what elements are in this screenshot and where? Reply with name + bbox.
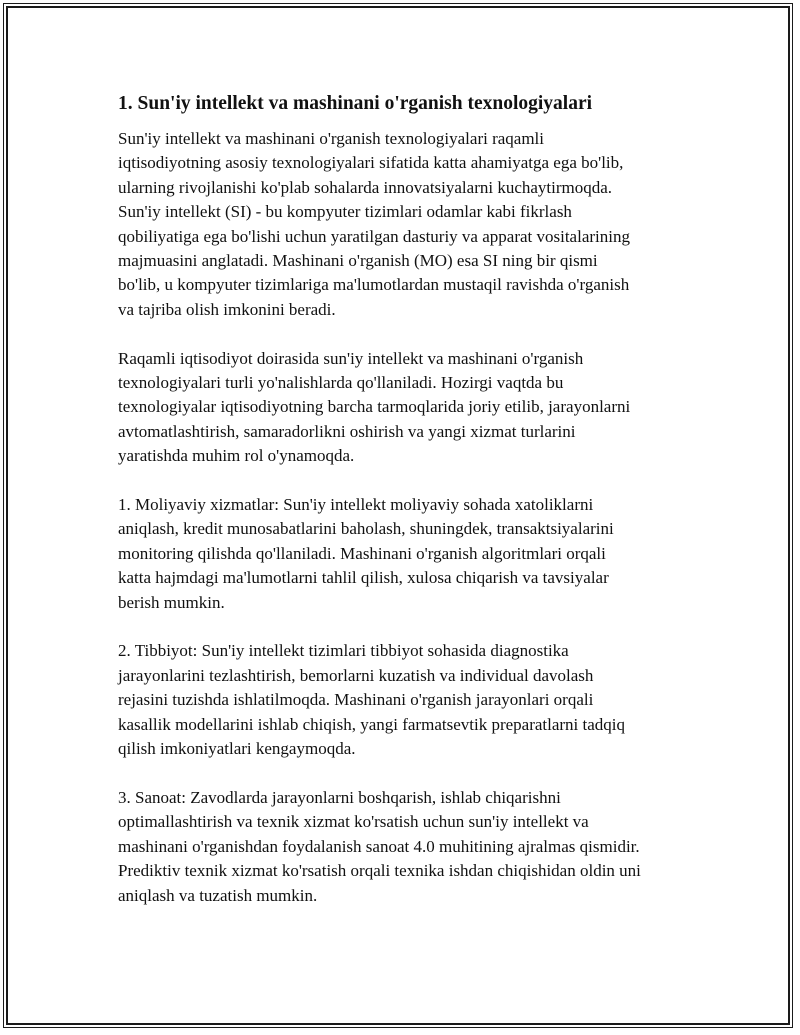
paragraph-intro [118,127,690,322]
text-line: majmuasini anglatadi. Mashinani o'rganish (MO) esa SI ning bir qismi [118,251,598,271]
text-line: ularning rivojlanishi ko'plab sohalarda innovatsiyalarni kuchaytirmoqda. [118,177,613,197]
text-line: optimallashtirish va texnik xizmat ko'rsatish uchun sun'iy intellekt va [118,812,589,832]
paragraph-digital-economy [118,347,690,469]
text-line: 3. Sanoat: Zavodlarda jarayonlarni boshqarish, ishlab chiqarishni [118,787,561,807]
text-line: Prediktiv texnik xizmat ko'rsatish orqali texnika ishdan chiqishidan oldin uni [118,861,641,881]
text-line: texnologiyalari turli yo'nalishlarda qo'llaniladi. Hozirgi vaqtda bu [118,373,564,393]
text-line: Raqamli iqtisodiyot doirasida sun'iy intellekt va mashinani o'rganish [118,348,584,368]
text-line: iqtisodiyotning asosiy texnologiyalari sifatida katta ahamiyatga ega bo'lib, [118,153,624,173]
text-line: yaratishda muhim rol o'ynamoqda. [118,446,355,466]
text-line: 2. Tibbiyot: Sun'iy intellekt tizimlari tibbiyot sohasida diagnostika [118,641,569,661]
paragraph-industry [118,786,690,908]
document-body [118,92,690,932]
text-line: katta hajmdagi ma'lumotlarni tahlil qilish, xulosa chiqarish va tavsiyalar [118,568,609,588]
text-line: kasallik modellarini ishlab chiqish, yangi farmatsevtik preparatlarni tadqiq [118,714,626,734]
text-line: qilish imkoniyatlari kengaymoqda. [118,739,356,759]
text-line: aniqlash, kredit munosabatlarini baholash, shuningdek, transaktsiyalarini [118,519,614,539]
text-line: berish mumkin. [118,592,225,612]
text-line: va tajriba olish imkonini beradi. [118,299,336,319]
text-line: jarayonlarini tezlashtirish, bemorlarni kuzatish va individual davolash [118,665,594,685]
text-line: texnologiyalar iqtisodiyotning barcha tarmoqlarida joriy etilib, jarayonlarni [118,397,631,417]
text-line: Sun'iy intellekt (SI) - bu kompyuter tizimlari odamlar kabi fikrlash [118,202,572,222]
text-line: Sun'iy intellekt va mashinani o'rganish texnologiyalari raqamli [118,129,545,148]
text-line: aniqlash va tuzatish mumkin. [118,885,318,905]
text-line: monitoring qilishda qo'llaniladi. Mashinani o'rganish algoritmlari orqali [118,543,606,563]
paragraph-finance [118,493,690,615]
text-line: 1. Moliyaviy xizmatlar: Sun'iy intellekt moliyaviy sohada xatoliklarni [118,495,594,515]
document-title: 1. Sun'iy intellekt va mashinani o'rganish texnologiyalari [118,93,593,114]
text-line: bo'lib, u kompyuter tizimlariga ma'lumotlardan mustaqil ravishda o'rganish [118,275,630,295]
text-line: mashinani o'rganishdan foydalanish sanoat 4.0 muhitining ajralmas qismidir. [118,836,640,856]
text-line: avtomatlashtirish, samaradorlikni oshirish va yangi xizmat turlarini [118,421,576,441]
paragraph-medicine [118,639,690,761]
text-line: rejasini tuzishda ishlatilmoqda. Mashinani o'rganish jarayonlari orqali [118,690,594,710]
text-line: qobiliyatiga ega bo'lishi uchun yaratilgan dasturiy va apparat vositalarining [118,226,630,246]
